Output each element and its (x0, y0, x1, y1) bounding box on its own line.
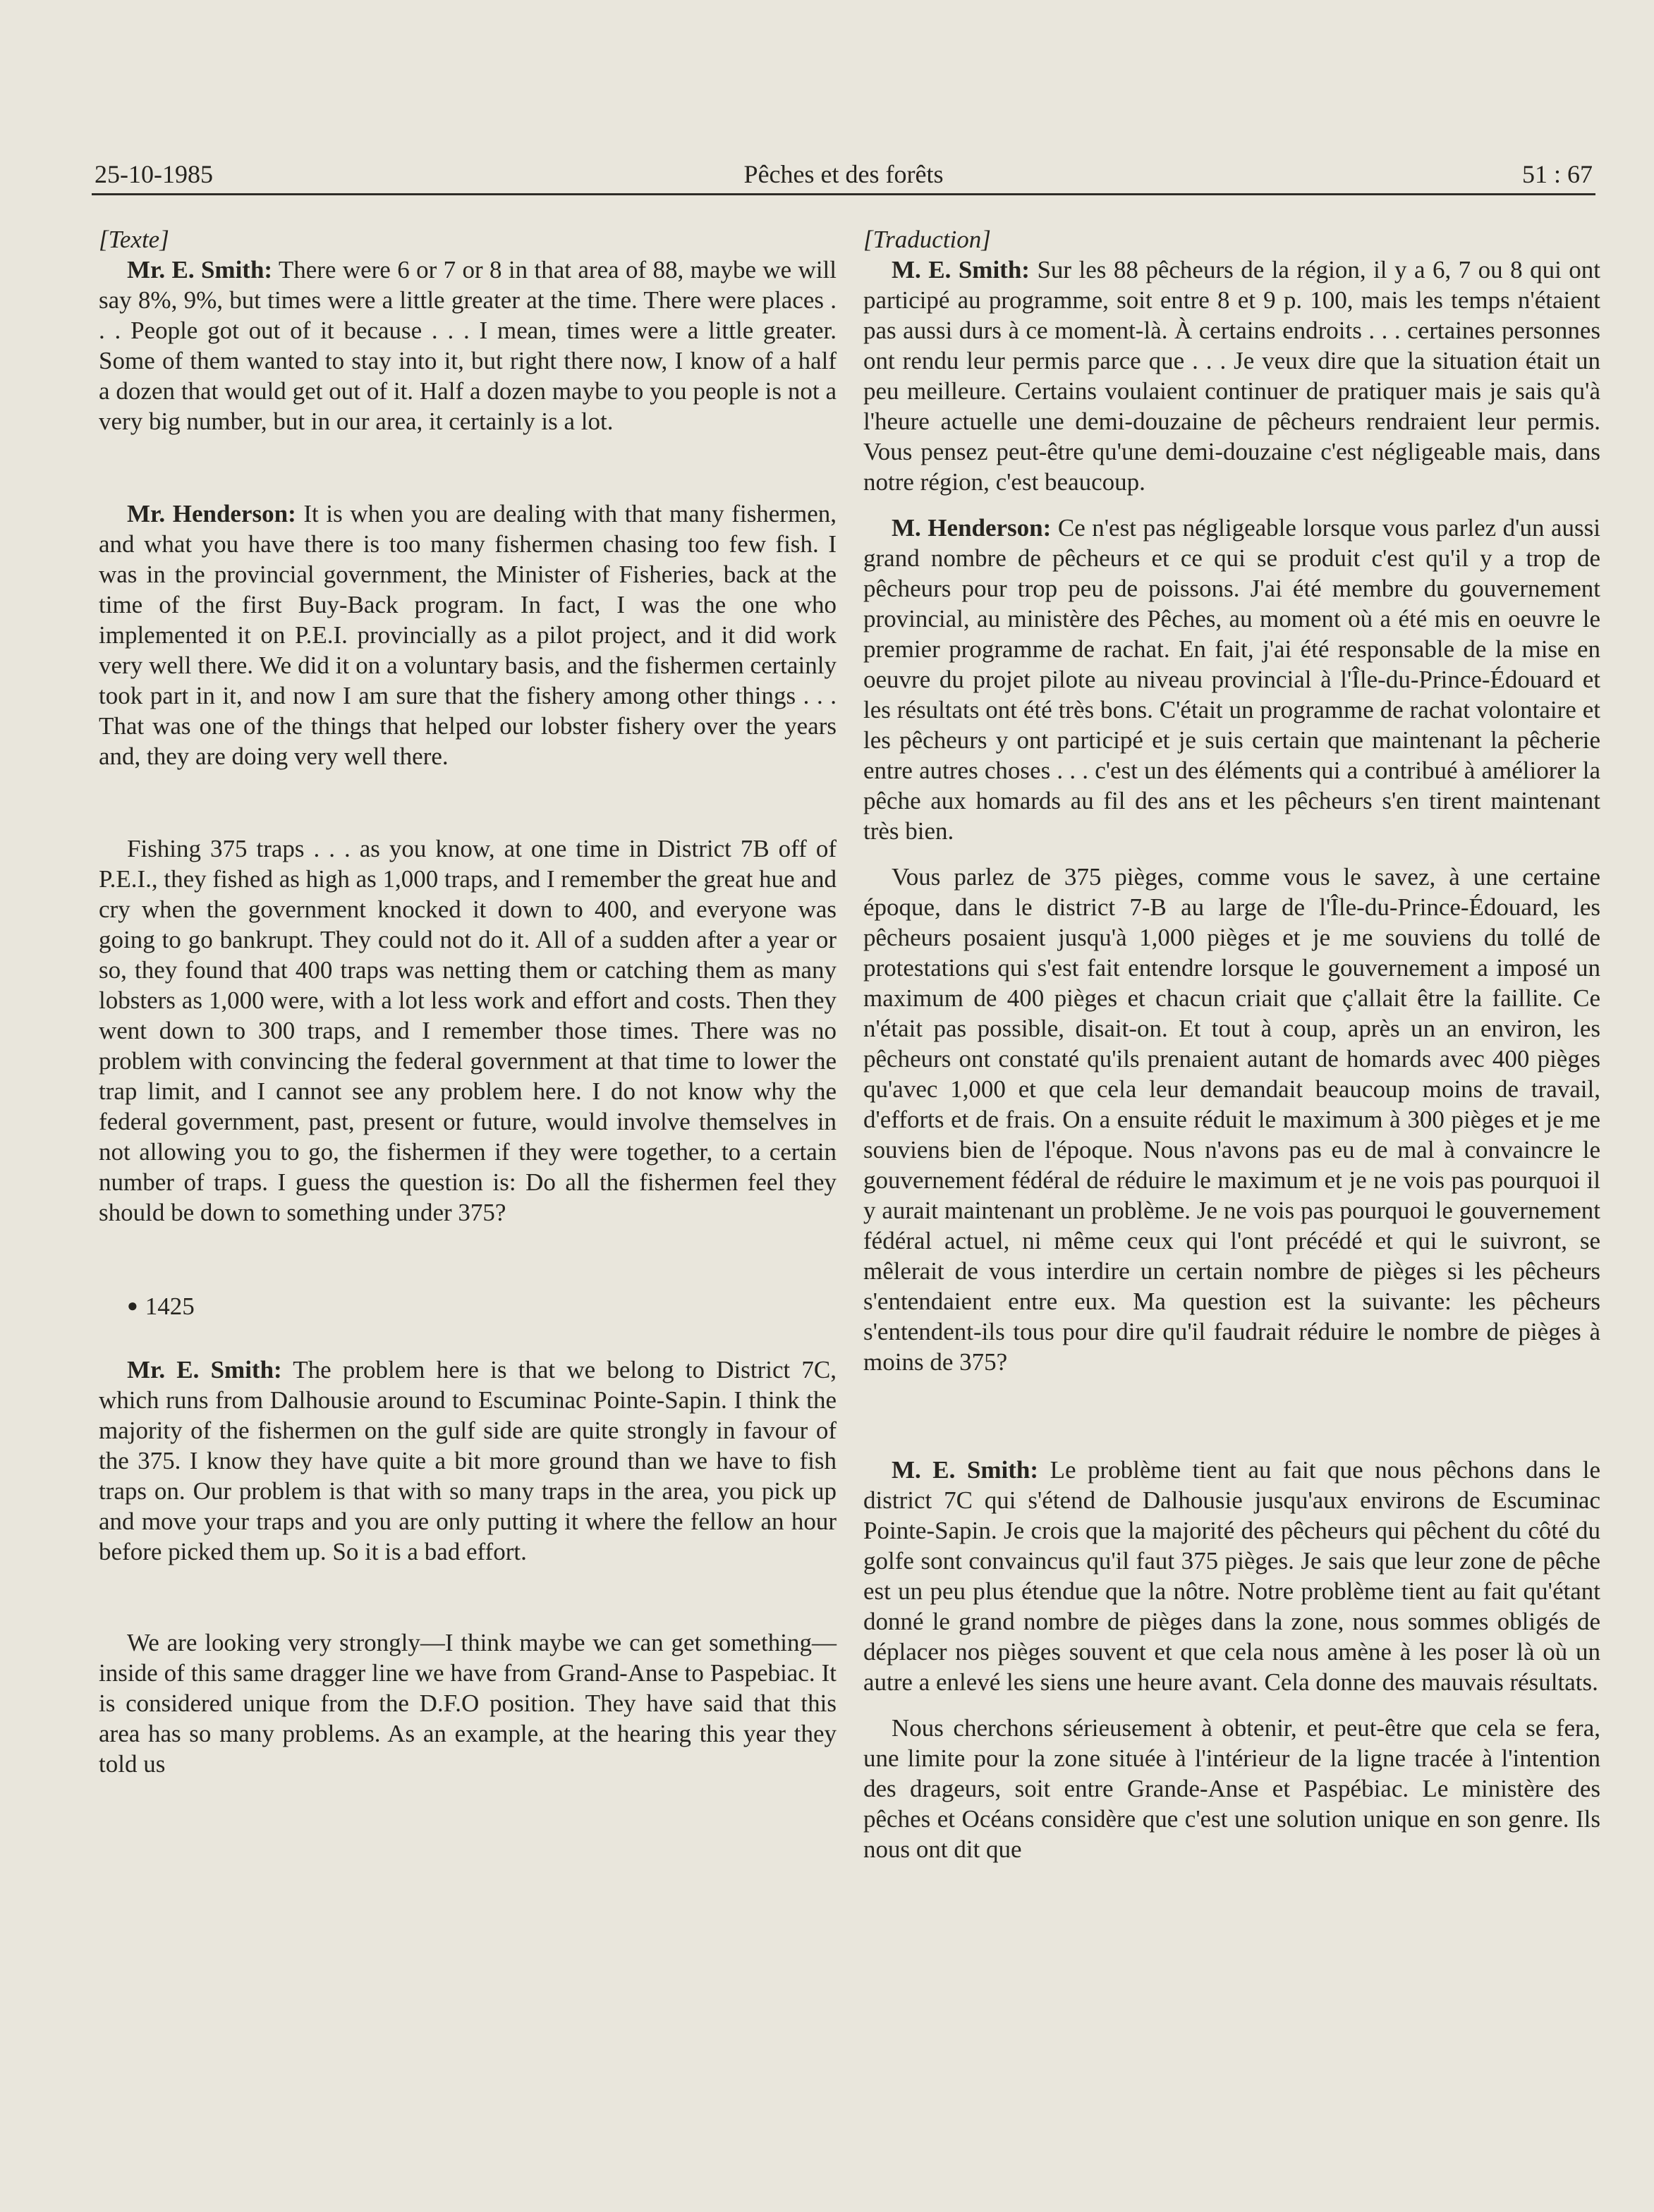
page-header (92, 154, 1595, 195)
paragraph-text: The problem here is that we belong to District 7C, which runs from Dalhousie around to Escuminac Pointe-Sapin. I think the majority of the fishermen on the gulf side are quite strongly in favour of the 375. I know they have quite a bit more ground than we have to fish traps on. Our problem is that with so many traps in the area, you pick up and move your traps and you are only putting it where the fellow an hour before picked them up. So it is a bad effort. (99, 1356, 837, 1565)
paragraph (99, 1627, 837, 1779)
label-text: Traduction (872, 226, 982, 253)
speaker-name: Mr. E. Smith: (127, 1356, 282, 1383)
header-title: Pêches et des forêts (743, 160, 944, 188)
paragraph-text: Fishing 375 traps . . . as you know, at one time in District 7B off of P.E.I., they fished as high as 1,000 traps, and I remember the great hue and cry when the government knocked it down to 400, and everyone was going to go bankrupt. They could not do it. All of a sudden after a year or so, they found that 400 traps was netting them or catching them as many lobsters as 1,000 were, with a lot less work and effort and costs. Then they went down to 300 traps, and I remember those times. There was no problem with convincing the federal government at that time to lower the trap limit, and I cannot see any problem here. I do not know why the federal government, past, present or future, would involve themselves in not allowing you to go, the fishermen if they were together, to a certain number of traps. I guess the question is: Do all the fishermen feel they should be down to something under 375? (99, 835, 837, 1226)
header-date: 25-10-1985 (95, 160, 213, 188)
paragraph-text: We are looking very strongly—I think maybe we can get something—inside of this same dragger line we have from Grand-Anse to Paspebiac. It is considered unique from the D.F.O position. They have said that this area has so many problems. As an example, at the hearing this year they told us (99, 1629, 837, 1778)
speaker-name: M. E. Smith: (892, 1456, 1039, 1484)
paragraph-text: Nous cherchons sérieusement à obtenir, et peut-être que cela se fera, une limite pour la zone située à l'intérieur de la ligne tracée à l'intention des drageurs, soit entre Grande-Anse et Paspébiac. Le ministère des pêches et Océans considère que c'est une solution unique en son genre. Ils nous ont dit que (863, 1714, 1600, 1863)
french-column (863, 224, 1600, 1864)
paragraph-text: Le problème tient au fait que nous pêchons dans le district 7C qui s'étend de Dalhousie jusqu'aux environs de Escuminac Pointe-Sapin. Je crois que la majorité des pêcheurs qui pêchent du côté du golfe sont convaincus qu'il faut 375 pièges. Je sais que leur zone de pêche est un peu plus étendue que la nôtre. Notre problème tient au fait qu'étant donné le grand nombre de pièges dans la zone, nous sommes obligés de déplacer nos pièges souvent et que cela nous amène à les poser là où un autre a enlevé les siens une heure avant. Cela donne des mauvais résultats. (863, 1456, 1601, 1696)
paragraph-text: Ce n'est pas négligeable lorsque vous parlez d'un aussi grand nombre de pêcheurs et ce qui se produit c'est qu'il y a trop de pêcheurs pour trop peu de poissons. J'ai été membre du gouvernement provincial, au ministère des Pêches, au moment où a été mis en oeuvre le premier programme de rachat. En fait, j'ai été responsable de la mise en oeuvre du projet pilote au niveau provincial à l'Île-du-Prince-Édouard et les résultats ont été très bons. C'était un programme de rachat volontaire et les pêcheurs y ont participé et je suis certain que maintenant la pêcherie entre autres choses . . . c'est un des éléments qui a contribué à améliorer la pêche aux homards au fil des ans et les pêcheurs s'en tirent maintenant très bien. (863, 514, 1600, 845)
paragraph (99, 499, 837, 771)
column-label: [Traduction] (863, 226, 991, 253)
paragraph-text: Vous parlez de 375 pièges, comme vous le savez, à une certaine époque, dans le district 7-B au large de l'Île-du-Prince-Édouard, les pêcheurs posaient jusqu'à 1,000 pièges et je me souviens du tollé de protestations qui s'est fait entendre lorsque le gouvernement a imposé un maximum de 400 pièges et chacun criait que ç'allait être la faillite. Ce n'était pas possible, disait-on. Et tout à coup, après un an environ, les pêcheurs ont constaté qu'ils prenaient autant de homards avec 400 pièges qu'avec 1,000 et que cela leur demandait beaucoup moins de travail, d'efforts et de frais. On a ensuite réduit le maximum à 300 pièges et je me souviens bien de l'époque. Nous n'avons pas eu de mal à convaincre le gouvernement fédéral de réduire le maximum et je ne vois pas pourquoi il y aurait maintenant un problème. Je ne vois pas pourquoi le gouvernement fédéral actuel, ni même ceux qui l'ont précédé et qui le suivront, se mêlerait de vous interdire un certain nombre de pièges si les pêcheurs s'entendaient entre eux. Ma question est la suivante: les pêcheurs s'entendent-ils tous pour dire qu'il faudrait réduire le nombre de pièges à moins de 375? (863, 863, 1600, 1376)
time-marker (99, 1291, 837, 1324)
paragraph-text: There were 6 or 7 or 8 in that area of 88, maybe we will say 8%, 9%, but times were a little greater at the time. There were places . . . People got out of it because . . . I mean, times were a little greater. Some of them wanted to stay into it, but right there now, I know of a half a dozen that would get out of it. Half a dozen maybe to you people is not a very big number, but in our area, it certainly is a lot. (99, 256, 837, 435)
paragraph (863, 513, 1600, 846)
paragraph (99, 1355, 837, 1567)
paragraph (863, 255, 1600, 497)
label-text: Texte (108, 226, 160, 253)
paragraph-text: Sur les 88 pêcheurs de la région, il y a 6, 7 ou 8 qui ont participé au programme, soit entre 8 et 9 p. 100, mais les temps n'étaient pas aussi durs à ce moment-là. À certains endroits . . . certaines personnes ont rendu leur permis parce que . . . Je veux dire que la situation était un peu meilleure. Certains voulaient continuer de pratiquer mais je sais qu'à l'heure actuelle une demi-douzaine de pêcheurs rendraient leur permis. Vous pensez peut-être qu'une demi-douzaine c'est négligeable mais, dans notre région, c'est beaucoup. (863, 256, 1601, 496)
paragraph (99, 833, 837, 1228)
time-value: 1425 (145, 1293, 195, 1320)
bullet-icon: ● (127, 1295, 138, 1316)
paragraph (863, 1455, 1600, 1697)
paragraph (863, 862, 1600, 1377)
header-page-number: 51 : 67 (1521, 160, 1593, 188)
speaker-name: Mr. E. Smith: (127, 256, 273, 283)
speaker-name: M. Henderson: (892, 514, 1052, 542)
paragraph (863, 1713, 1600, 1864)
column-label: [Texte] (99, 226, 169, 253)
english-column (99, 224, 837, 1779)
speaker-name: M. E. Smith: (892, 256, 1030, 283)
speaker-name: Mr. Henderson: (127, 500, 296, 527)
paragraph (99, 255, 837, 436)
paragraph-text: It is when you are dealing with that many fishermen, and what you have there is too many fishermen chasing too few fish. I was in the provincial government, the Minister of Fisheries, back at the time of the first Buy-Back program. In fact, I was the one who implemented it on P.E.I. provincially as a pilot project, and it did work very well there. We did it on a voluntary basis, and the fishermen certainly took part in it, and now I am sure that the fishery among other things . . . That was one of the things that helped our lobster fishery over the years and, they are doing very well there. (99, 500, 837, 770)
